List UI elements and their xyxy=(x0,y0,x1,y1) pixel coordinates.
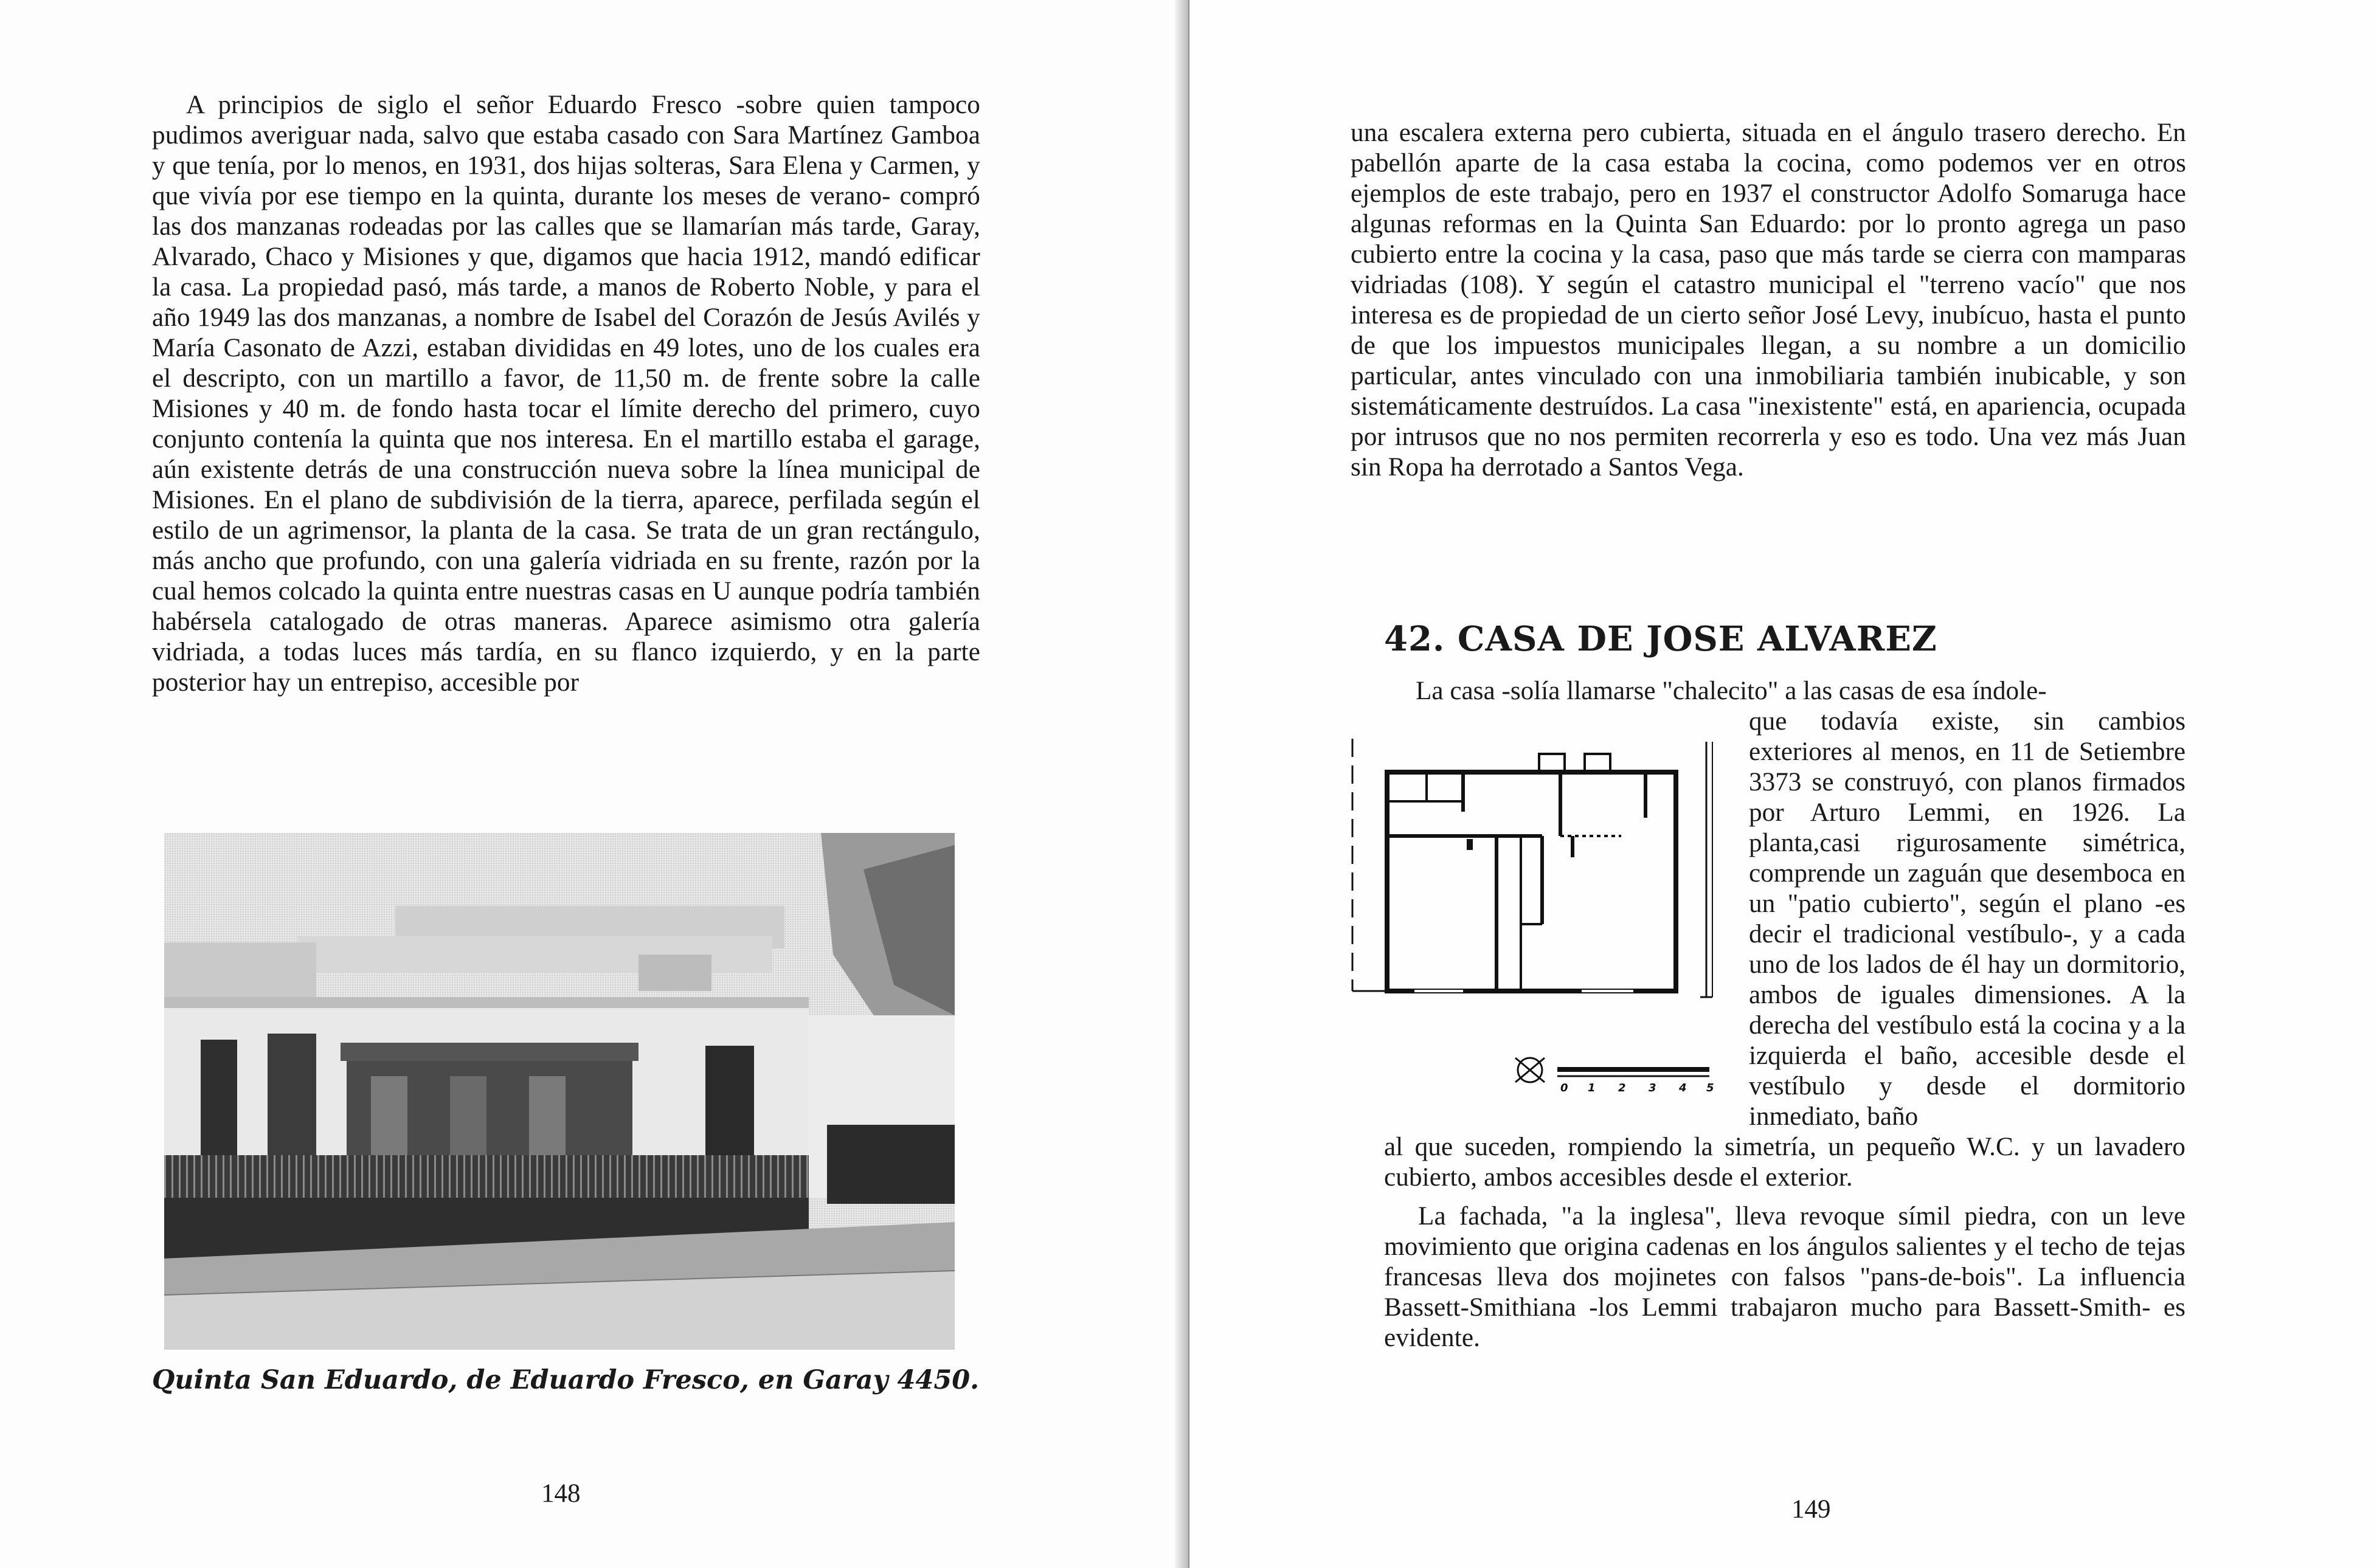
plan-scale-label: 5 xyxy=(1706,1082,1714,1094)
facade-paragraph: La fachada, "a la inglesa", lleva revoque símil piedra, con un leve movimiento que origina cadenas en los ángulos salientes y el techo de tejas francesas lleva dos mojinetes con falsos "pans-de-bois". La influencia Bassett-Smithiana -los Lemmi trabajaron mucho para Bassett-Smith- es evidente. xyxy=(1384,1202,2185,1352)
continuation-paragraph: una escalera externa pero cubierta, situada en el ángulo trasero derecho. En pabellón aparte de la casa estaba la cocina, como podemos ver en otros ejemplos de este trabajo, pero en 1937 el constructor Adolfo Somaruga hace algunas reformas en la Quinta San Eduardo: por lo pronto agrega un paso cubierto entre la cocina y la casa, paso que más tarde se cierra con mamparas vidriadas (108). Y según el catastro municipal el "terreno vacío" que nos interesa es de propiedad de un cierto señor José Levy, inubícuo, hasta el punto de que los impuestos municipales llegan, a su nombre a un domicilio particular, antes vinculado con una inmobiliaria también inubicable, y son sistemáticamente destruídos. La casa "inexistente" está, en apariencia, ocupada por intrusos que no nos permiten recorrerla y eso es todo. Una vez más Juan sin Ropa ha derrotado a Santos Vega. xyxy=(1351,119,2186,482)
intro-line: La casa -solía llamarse "chalecito" a las casas de esa índole- xyxy=(1416,677,2047,705)
left-paragraph: A principios de siglo el señor Eduardo Fresco -sobre quien tampoco pudimos averiguar nada, salvo que estaba casado con Sara Martínez Gamboa y que tenía, por lo menos, en 1931, dos hijas solteras, Sara Elena y Carmen, y que vivía por ese tiempo en la quinta, durante los meses de verano- compró las dos manzanas rodeadas por las calles que se llamarían más tarde, Garay, Alvarado, Chaco y Misiones y que, digamos que hacia 1912, mandó edificar la casa. La propiedad pasó, más tarde, a manos de Roberto Noble, y para el año 1949 las dos manzanas, a nombre de Isabel del Corazón de Jesús Avilés y María Casonato de Azzi, estaban divididas en 49 lotes, uno de los cuales era el descripto, con un martillo a favor, de 11,50 m. de frente sobre la calle Misiones y 40 m. de fondo hasta tocar el límite derecho del primero, cuyo conjunto contenía la quinta que nos interesa. En el martillo estaba el garage, aún existente detrás de una construcción nueva sobre la línea municipal de Misiones. En el plano de subdivisión de la tierra, aparece, perfilada según el estilo de un agrimensor, la planta de la casa. Se trata de un gran rectángulo, más ancho que profundo, con una galería vidriada en su frente, razón por la cual hemos colcado la quinta entre nuestras casas en U aunque podría también habérsela catalogado de otras maneras. Aparece asimismo otra galería vidriada, a todas luces más tardía, en su flanco izquierdo, y en la parte posterior hay un entrepiso, accesible por xyxy=(152,91,980,697)
page-number-left: 148 xyxy=(541,1479,581,1508)
side-text xyxy=(1749,706,2185,1132)
after-plan-text xyxy=(1384,1132,2185,1353)
floor-plan xyxy=(1341,730,1737,1131)
plan-scale-label: 2 xyxy=(1618,1082,1626,1094)
plan-scale-label: 3 xyxy=(1649,1082,1656,1094)
plan-scale-label: 4 xyxy=(1679,1082,1687,1094)
after-plan-paragraph: al que suceden, rompiendo la simetría, un pequeño W.C. y un lavadero cubierto, ambos accesibles desde el exterior. xyxy=(1384,1133,2185,1192)
left-body-text xyxy=(152,90,980,698)
page-number-right: 149 xyxy=(1791,1495,1831,1524)
side-paragraph: que todavía existe, sin cambios exteriores al menos, en 11 de Setiembre 3373 se construyó, con planos firmados por Arturo Lemmi, en 1926. La planta,casi rigurosamente simétrica, comprende un zaguán que desemboca en un "patio cubierto", según el plano -es decir el tradicional vestíbulo-, y a cada uno de los lados de él hay un dormitorio, ambos de iguales dimensiones. A la derecha del vestíbulo está la cocina y a la izquierda el baño, accesible desde el vestíbulo y desde el dormitorio inmediato, baño xyxy=(1749,707,2185,1131)
section-heading: 42. CASA DE JOSE ALVAREZ xyxy=(1384,619,1937,659)
plan-scale-label: 1 xyxy=(1588,1082,1596,1094)
plan-scale-label: 0 xyxy=(1560,1082,1568,1094)
quinta-san-eduardo-photo xyxy=(164,833,955,1350)
right-page xyxy=(1189,0,2374,1568)
right-continuation-text xyxy=(1351,118,2186,483)
photo-caption: Quinta San Eduardo, de Eduardo Fresco, en Garay 4450. xyxy=(151,1365,980,1395)
